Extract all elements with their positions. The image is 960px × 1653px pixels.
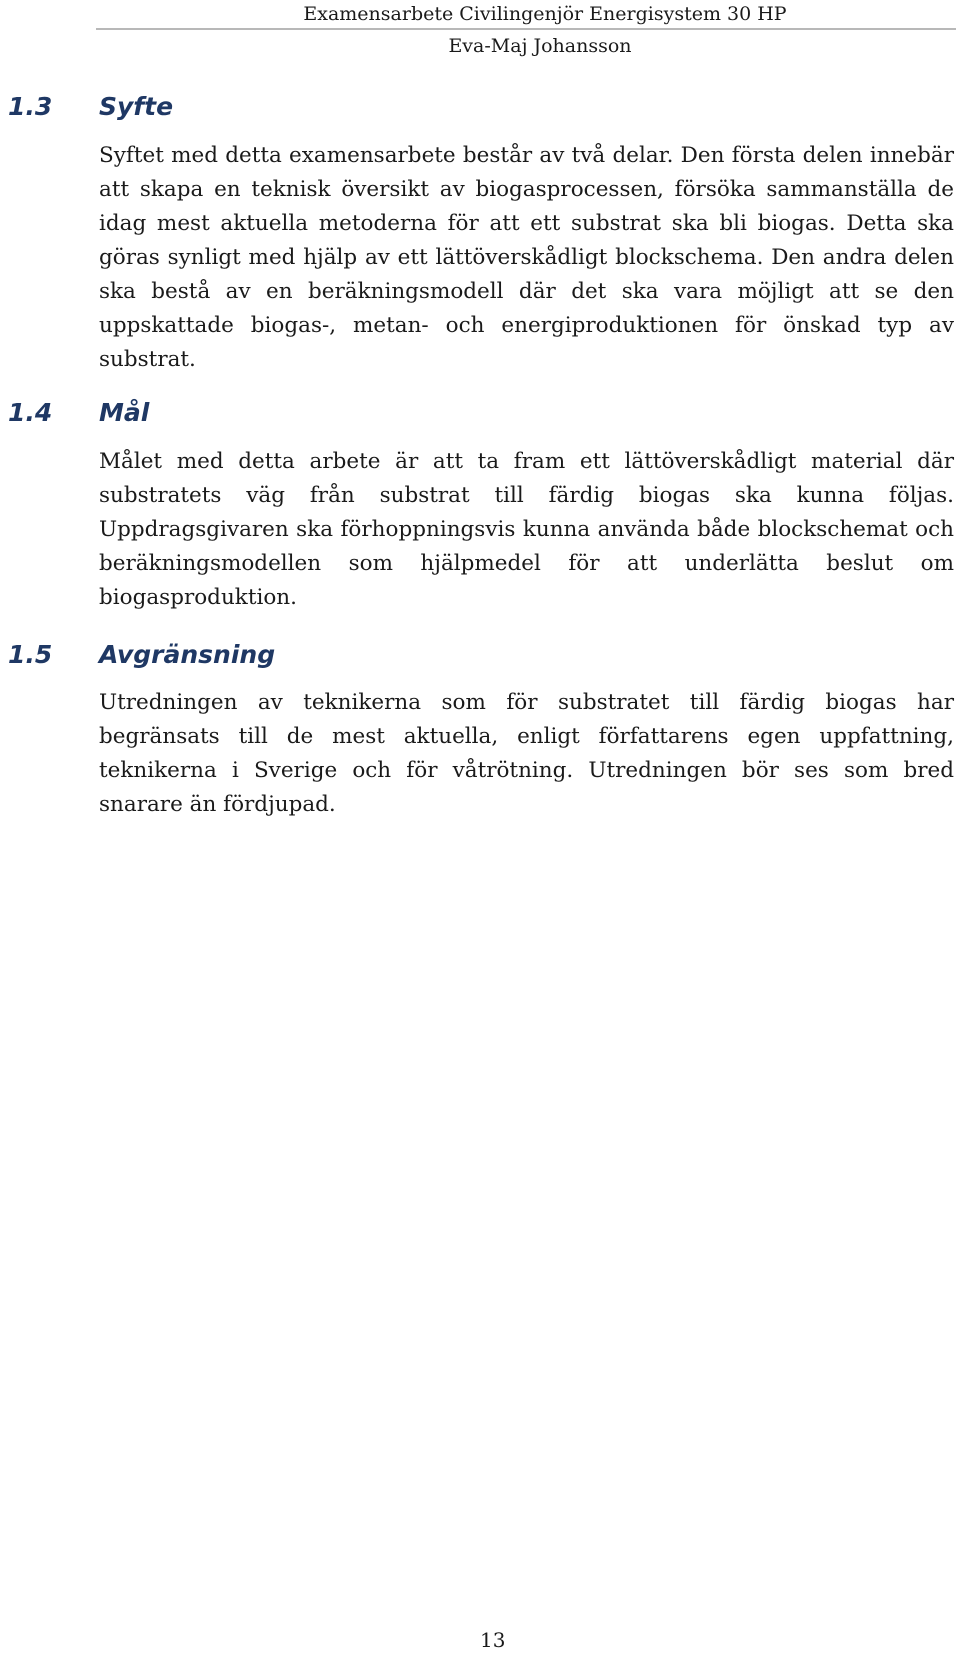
section-paragraph-mal: Målet med detta arbete är att ta fram ett lättöverskådligt material där substratets väg från substrat till färdig biogas ska kunna följas. Uppdragsgivaren ska förhoppningsvis kunna använda både blockschemat och beräkningsmodellen som hjälpmedel för att underlätta beslut om biogasproduktion. [99, 449, 954, 610]
section-number: 1.5 [8, 640, 53, 669]
section-heading-mal [0, 396, 960, 430]
section-number: 1.4 [8, 398, 53, 427]
section-heading-syfte [0, 90, 960, 124]
header-divider [96, 28, 956, 30]
section-paragraph-syfte: Syftet med detta examensarbete består av två delar. Den första delen innebär att skapa en teknisk översikt av biogasprocessen, försöka sammanställa de idag mest aktuella metoderna för att ett substrat ska bli biogas. Detta ska göras synligt med hjälp av ett lättöverskådligt blockschema. Den andra delen ska bestå av en beräkningsmodell där det ska vara möjligt att se den uppskattade biogas-, metan- och energiproduktionen för önskad typ av substrat. [99, 143, 954, 372]
header-title: Examensarbete Civilingenjör Energisystem 30 HP [303, 3, 787, 25]
section-paragraph-avgransning: Utredningen av teknikerna som för substratet till färdig biogas har begränsats till de mest aktuella, enligt författarens egen uppfattning, teknikerna i Sverige och för våtrötning. Utredningen bör ses som bred snarare än fördjupad. [99, 690, 954, 817]
page-number: 13 [480, 1628, 506, 1652]
section-title: Syfte [99, 92, 174, 121]
section-number: 1.3 [8, 92, 53, 121]
header-author: Eva-Maj Johansson [448, 35, 632, 57]
section-title: Mål [99, 398, 150, 427]
section-title: Avgränsning [99, 640, 276, 669]
section-heading-avgransning [0, 638, 960, 672]
